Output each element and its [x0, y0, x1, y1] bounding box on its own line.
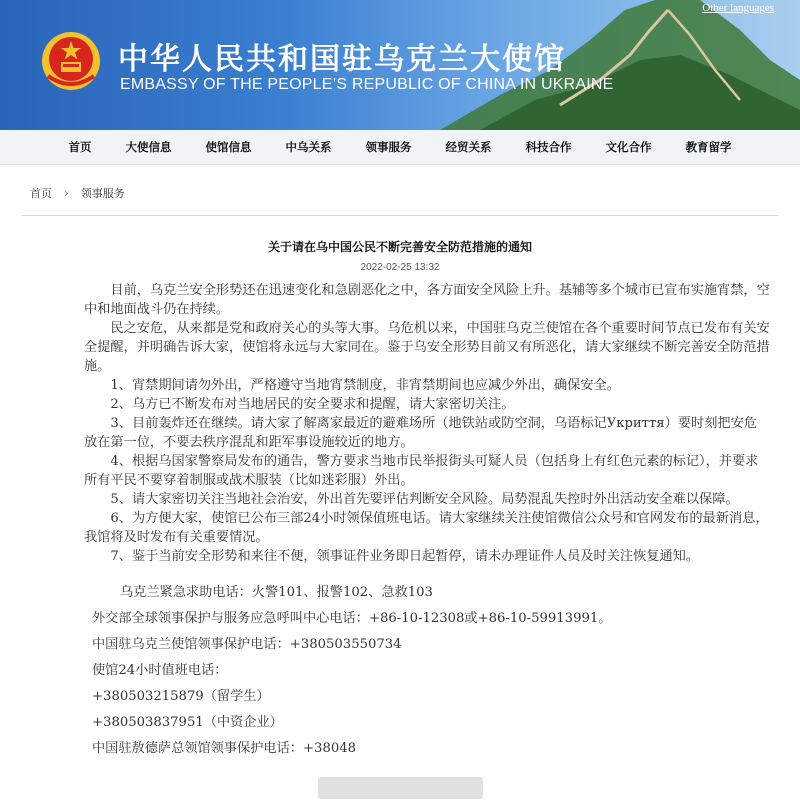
- breadcrumb-current-link[interactable]: 领事服务: [80, 187, 125, 200]
- paragraph: 6、为方便大家，使馆已公布三部24小时领保值班电话。请大家继续关注使馆微信公众号和官网发布的最新消息，我馆将及时发布有关重要情况。: [84, 511, 769, 545]
- watermark-overlay: [318, 777, 483, 799]
- paragraph: 民之安危，从来都是党和政府关心的头等大事。乌危机以来，中国驻乌克兰使馆在各个重要时间节点已发布有关安全提醒，并明确告诉大家，使馆将永远与大家同在。鉴于乌安全形势目前又有所恶化，请大家继续不断完善安全防范措施。: [84, 321, 770, 374]
- paragraph: 目前，乌克兰安全形势还在迅速变化和急剧恶化之中，各方面安全风险上升。基辅等多个城市已宣布实施宵禁，空中和地面战斗仍在持续。: [84, 283, 770, 317]
- contact-line: 乌克兰紧急求助电话：火警101、报警102、急救103: [120, 585, 433, 600]
- nav-item-science[interactable]: 科技合作: [525, 140, 572, 154]
- divider: [22, 215, 778, 216]
- paragraph: 7、鉴于当前安全形势和来往不便，领事证件业务即日起暂停，请未办理证件人员及时关注恢复通知。: [110, 549, 700, 564]
- contact-line: +380503837951（中资企业）: [92, 715, 283, 730]
- paragraph: 2、乌方已不断发布对当地居民的安全要求和提醒，请大家密切关注。: [110, 397, 515, 412]
- nav-item-ambassador[interactable]: 大使信息: [125, 140, 172, 154]
- nav-item-home[interactable]: 首页: [68, 140, 92, 154]
- paragraph: 4、根据乌国家警察局发布的通告，警方要求当地市民举报街头可疑人员（包括身上有红色元素的标记），并要求所有平民不要穿着制服或战术服装（比如迷彩服）外出。: [84, 454, 759, 488]
- nav-item-economy[interactable]: 经贸关系: [445, 140, 492, 154]
- article-date: 2022-02-25 13:32: [360, 262, 440, 273]
- paragraph: 1、宵禁期间请勿外出，严格遵守当地宵禁制度，非宵禁期间也应减少外出，确保安全。: [110, 378, 620, 393]
- breadcrumb: [30, 179, 800, 207]
- contact-line: 中国驻乌克兰使馆领事保护电话：+380503550734: [92, 637, 402, 652]
- nav-item-consular[interactable]: 领事服务: [365, 140, 412, 154]
- paragraph: 5、请大家密切关注当地社会治安，外出首先要评估判断安全风险。局势混乱失控时外出活动安全难以保障。: [110, 492, 739, 507]
- article-body: [84, 281, 770, 566]
- article-title: 关于请在乌中国公民不断完善安全防范措施的通知: [267, 240, 532, 254]
- header-banner: [0, 0, 800, 130]
- contact-line: +380503215879（留学生）: [92, 689, 270, 704]
- contact-line: 使馆24小时值班电话：: [92, 663, 228, 678]
- main-nav: [0, 130, 800, 165]
- chevron-right-icon: ›: [64, 186, 69, 200]
- contact-line: 外交部全球领事保护与服务应急呼叫中心电话：+86-10-12308或+86-10-59913991。: [92, 611, 612, 626]
- contact-list: [92, 580, 770, 762]
- nav-item-education[interactable]: 教育留学: [685, 140, 732, 154]
- breadcrumb-home-link[interactable]: 首页: [30, 187, 52, 200]
- other-languages-link[interactable]: Other languages: [702, 2, 774, 14]
- nav-item-relations[interactable]: 中乌关系: [285, 140, 332, 154]
- nav-item-culture[interactable]: 文化合作: [605, 140, 652, 154]
- nav-item-embassy-info[interactable]: 使馆信息: [205, 140, 252, 154]
- site-title-cn: 中华人民共和国驻乌克兰大使馆: [118, 42, 566, 77]
- paragraph: 3、目前轰炸还在继续。请大家了解离家最近的避难场所（地铁站或防空洞，乌语标记Укриття）要时刻把安危放在第一位，不要去秩序混乱和距军事设施较近的地方。: [84, 416, 757, 450]
- national-emblem-icon: [40, 30, 102, 92]
- contact-line: 中国驻敖德萨总领馆领事保护电话：+38048: [92, 741, 356, 756]
- site-title-en: EMBASSY OF THE PEOPLE’S REPUBLIC OF CHINA IN UKRAINE: [120, 76, 614, 93]
